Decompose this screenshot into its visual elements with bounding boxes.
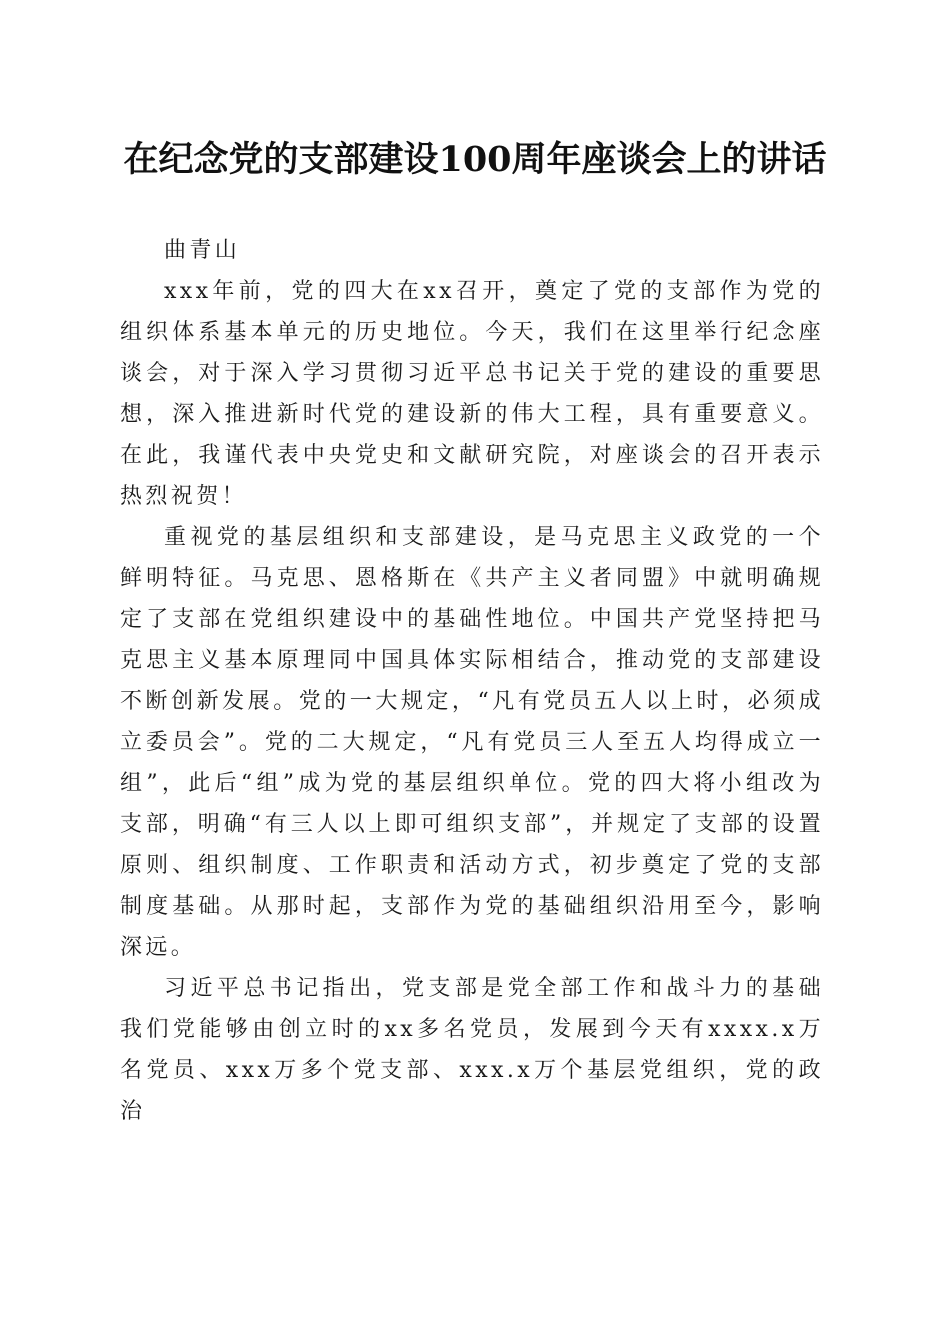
document-title: 在纪念党的支部建设100周年座谈会上的讲话	[123, 139, 827, 180]
author-line: 曲青山	[164, 238, 241, 263]
document-body	[120, 230, 824, 1132]
paragraph-1: xxx年前，党的四大在xx召开，奠定了党的支部作为党的组织体系基本单元的历史地位。今天，我们在这里举行纪念座谈会，对于深入学习贯彻习近平总书记关于党的建设的重要思想，深入推进新时代党的建设新的伟大工程，具有重要意义。在此，我谨代表中央党史和文献研究院，对座谈会的召开表示热烈祝贺！	[120, 279, 824, 509]
paragraph-2: 重视党的基层组织和支部建设，是马克思主义政党的一个鲜明特征。马克思、恩格斯在《共产主义者同盟》中就明确规定了支部在党组织建设中的基础性地位。中国共产党坚持把马克思主义基本原理同中国具体实际相结合，推动党的支部建设不断创新发展。党的一大规定，“凡有党员五人以上时，必须成立委员会”。党的二大规定，“凡有党员三人至五人均得成立一组”，此后“组”成为党的基层组织单位。党的四大将小组改为支部，明确“有三人以上即可组织支部”，并规定了支部的设置原则、组织制度、工作职责和活动方式，初步奠定了党的支部制度基础。从那时起，支部作为党的基础组织沿用至今，影响深远。	[120, 525, 824, 960]
paragraph-3: 习近平总书记指出，党支部是党全部工作和战斗力的基础我们党能够由创立时的xx多名党员，发展到今天有xxxx.x万名党员、xxx万多个党支部、xxx.x万个基层党组织，党的政治	[120, 976, 824, 1124]
